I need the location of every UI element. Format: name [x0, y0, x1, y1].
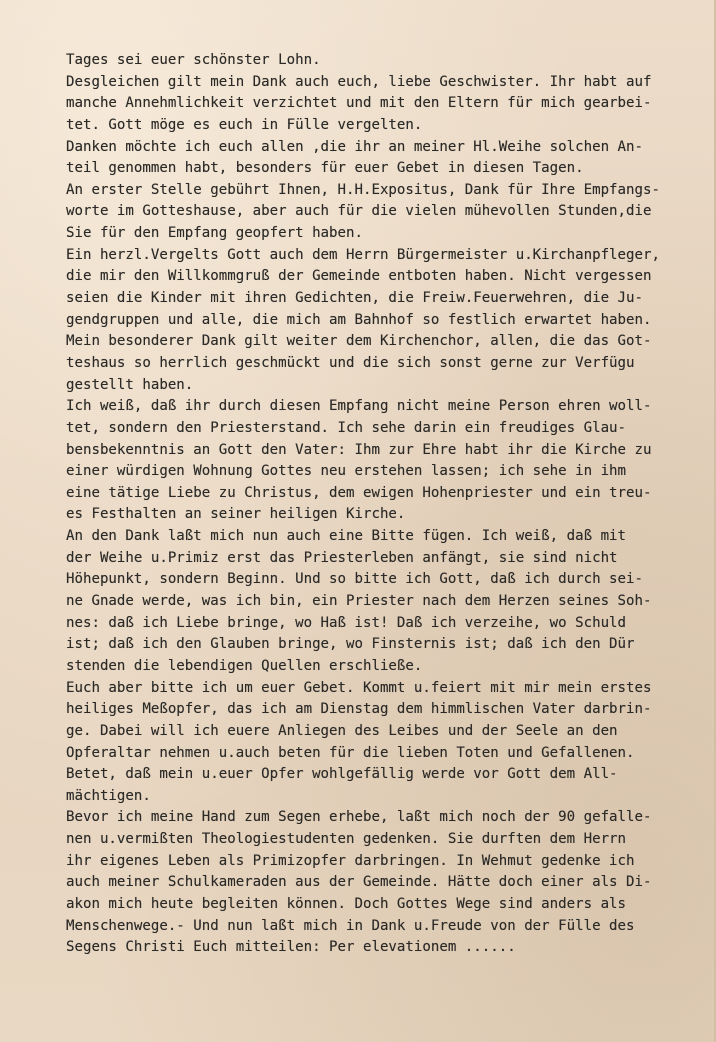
text-line: es Festhalten an seiner heiligen Kirche.	[66, 506, 406, 523]
text-line: teshaus so herrlich geschmückt und die sich sonst gerne zur Verfügu	[66, 354, 635, 371]
text-line: ist; daß ich den Glauben bringe, wo Finsternis ist; daß ich den Dür	[66, 636, 635, 653]
text-line: nen u.vermißten Theologiestudenten gedenken. Sie durften dem Herrn	[66, 831, 627, 848]
text-line: Segens Christi Euch mitteilen: Per elevationem ......	[66, 939, 516, 956]
text-line: gestellt haben.	[66, 376, 194, 393]
text-line: akon mich heute begleiten können. Doch Gottes Wege sind anders als	[66, 895, 627, 912]
typewritten-text	[66, 50, 711, 959]
text-line: ne Gnade werde, was ich bin, ein Priester nach dem Herzen seines Soh-	[66, 593, 652, 610]
text-line: Danken möchte ich euch allen ,die ihr an meiner Hl.Weihe solchen An-	[66, 138, 643, 155]
text-line: eine tätige Liebe zu Christus, dem ewigen Hohenpriester und ein treu-	[66, 484, 652, 501]
text-line: Opferaltar nehmen u.auch beten für die lieben Toten und Gefallenen.	[66, 744, 635, 761]
text-line: einer würdigen Wohnung Gottes neu erstehen lassen; ich sehe in ihm	[66, 463, 627, 480]
text-line: Desgleichen gilt mein Dank auch euch, liebe Geschwister. Ihr habt auf	[66, 73, 652, 90]
text-line: stenden die lebendigen Quellen erschließe.	[66, 657, 423, 674]
text-line: ihr eigenes Leben als Primizopfer darbringen. In Wehmut gedenke ich	[66, 852, 635, 869]
text-line: teil genommen habt, besonders für euer Gebet in diesen Tagen.	[66, 160, 584, 177]
text-line: Menschenwege.- Und nun laßt mich in Dank u.Freude von der Fülle des	[66, 917, 635, 934]
text-line: Sie für den Empfang geopfert haben.	[66, 225, 363, 242]
text-line: Tages sei euer schönster Lohn.	[66, 52, 321, 68]
text-line: mächtigen.	[66, 787, 151, 804]
text-line: manche Annehmlichkeit verzichtet und mit den Eltern für mich gearbei-	[66, 95, 652, 112]
text-line: worte im Gotteshause, aber auch für die vielen mühevollen Stunden,die	[66, 203, 652, 220]
text-line: nes: daß ich Liebe bringe, wo Haß ist! Daß ich verzeihe, wo Schuld	[66, 614, 627, 631]
text-line: bensbekenntnis an Gott den Vater: Ihm zur Ehre habt ihr die Kirche zu	[66, 441, 652, 458]
text-line: Euch aber bitte ich um euer Gebet. Kommt u.feiert mit mir mein erstes	[66, 679, 652, 696]
text-line: An erster Stelle gebührt Ihnen, H.H.Expositus, Dank für Ihre Empfangs-	[66, 181, 660, 198]
text-line: ge. Dabei will ich euere Anliegen des Leibes und der Seele an den	[66, 722, 618, 739]
text-line: Höhepunkt, sondern Beginn. Und so bitte ich Gott, daß ich durch sei-	[66, 571, 643, 588]
text-line: Ich weiß, daß ihr durch diesen Empfang nicht meine Person ehren woll-	[66, 398, 652, 415]
text-line: der Weihe u.Primiz erst das Priesterleben anfängt, sie sind nicht	[66, 549, 618, 566]
text-line: die mir den Willkommgruß der Gemeinde entboten haben. Nicht vergessen	[66, 268, 652, 285]
text-line: Ein herzl.Vergelts Gott auch dem Herrn Bürgermeister u.Kirchanpfleger,	[66, 246, 660, 263]
text-line: gendgruppen und alle, die mich am Bahnhof so festlich erwartet haben.	[66, 311, 652, 328]
text-line: heiliges Meßopfer, das ich am Dienstag dem himmlischen Vater darbrin-	[66, 701, 652, 718]
text-line: tet, sondern den Priesterstand. Ich sehe darin ein freudiges Glau-	[66, 419, 627, 436]
text-line: Betet, daß mein u.euer Opfer wohlgefällig werde vor Gott dem All-	[66, 766, 618, 783]
text-line: seien die Kinder mit ihren Gedichten, die Freiw.Feuerwehren, die Ju-	[66, 290, 643, 307]
text-line: An den Dank laßt mich nun auch eine Bitte fügen. Ich weiß, daß mit	[66, 528, 627, 545]
text-line: Bevor ich meine Hand zum Segen erhebe, laßt mich noch der 90 gefalle-	[66, 809, 652, 826]
text-line: auch meiner Schulkameraden aus der Gemeinde. Hätte doch einer als Di-	[66, 874, 652, 891]
text-line: tet. Gott möge es euch in Fülle vergelten.	[66, 116, 423, 133]
text-line: Mein besonderer Dank gilt weiter dem Kirchenchor, allen, die das Got-	[66, 333, 652, 350]
